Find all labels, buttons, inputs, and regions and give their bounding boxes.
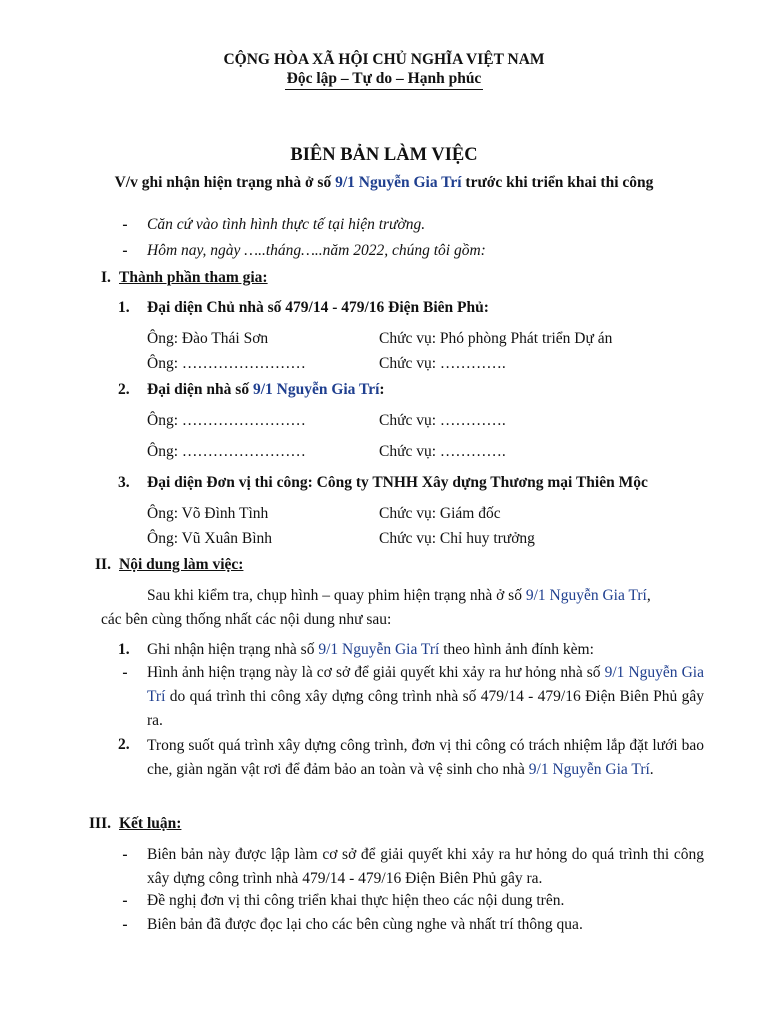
- group-number: 2.: [118, 381, 130, 398]
- content-intro-comma: ,: [646, 587, 651, 604]
- group-heading: Đại diện Đơn vị thi công: Công ty TNHH Xây dựng Thương mại Thiên Mộc: [147, 474, 648, 491]
- intro-line: Hôm nay, ngày …..tháng…..năm 2022, chúng tôi gồm:: [147, 242, 486, 259]
- person-role: Chức vụ: ………….: [379, 412, 506, 429]
- person-name: Ông: ……………………: [147, 443, 306, 460]
- document-title: BIÊN BẢN LÀM VIỆC: [290, 145, 478, 165]
- bullet-dash: -: [122, 846, 128, 863]
- group-heading-colon: :: [379, 381, 385, 398]
- section-heading: Thành phần tham gia:: [119, 269, 268, 286]
- person-role: Chức vụ: ………….: [379, 355, 506, 372]
- subtitle-address: 9/1 Nguyễn Gia Trí: [335, 174, 462, 191]
- subtitle-text-end: trước khi triển khai thi công: [461, 174, 654, 191]
- person-name: Ông: ……………………: [147, 355, 306, 372]
- group-heading: [147, 381, 385, 399]
- person-name: Ông: ……………………: [147, 412, 306, 429]
- bullet-dash: -: [122, 216, 128, 233]
- section-heading: Nội dung làm việc:: [119, 556, 244, 573]
- content-intro-text: Sau khi kiểm tra, chụp hình – quay phim hiện trạng nhà ở số: [147, 587, 526, 604]
- item-text-end: .: [649, 761, 654, 778]
- item-address: 9/1 Nguyễn Gia Trí: [318, 641, 440, 658]
- section-heading: Kết luận:: [119, 815, 182, 832]
- person-role: Chức vụ: Giám đốc: [379, 505, 501, 522]
- bullet-address: 9/1 Nguyễn Gia Trí: [147, 664, 704, 705]
- person-role: Chức vụ: Phó phòng Phát triển Dự án: [379, 330, 613, 347]
- person-role: Chức vụ: ………….: [379, 443, 506, 460]
- bullet-text-start: Hình ảnh hiện trạng này là cơ sở để giải quyết khi xảy ra hư hỏng nhà số: [147, 664, 605, 681]
- bullet-text-end: do quá trình thi công xây dựng công trình nhà số 479/14 - 479/16 Điện Biên Phủ gây ra.: [147, 688, 704, 729]
- group-heading-address: 9/1 Nguyễn Gia Trí: [252, 381, 380, 398]
- person-name: Ông: Đào Thái Sơn: [147, 330, 269, 347]
- national-motto: [0, 70, 768, 88]
- person-name: Ông: Võ Đình Tình: [147, 505, 269, 522]
- bullet-dash: -: [122, 664, 128, 681]
- conclusion-item: Biên bản đã được đọc lại cho các bên cùng nghe và nhất trí thông qua.: [147, 916, 583, 933]
- item-address: 9/1 Nguyễn Gia Trí: [528, 761, 650, 778]
- item-number: 2.: [118, 736, 130, 753]
- document-subtitle: [0, 174, 768, 192]
- bullet-dash: -: [122, 242, 128, 259]
- item-text-start: Trong suốt quá trình xây dựng công trình, đơn vị thi công có trách nhiệm lắp đặt lưới bao che, giàn ngăn vật rơi để đảm bảo an toàn và vệ sinh cho nhà: [147, 737, 704, 778]
- item-number: 1.: [118, 641, 130, 658]
- bullet-paragraph: [147, 661, 704, 733]
- person-name: Ông: Vũ Xuân Bình: [147, 530, 273, 547]
- subtitle-text: V/v ghi nhận hiện trạng nhà ở số: [114, 174, 336, 191]
- item-text-end: theo hình ảnh đính kèm:: [439, 641, 594, 658]
- country-name: CỘNG HÒA XÃ HỘI CHỦ NGHĨA VIỆT NAM: [223, 51, 545, 68]
- section-numeral: II.: [95, 556, 111, 573]
- motto-text: Độc lập – Tự do – Hạnh phúc: [285, 70, 484, 90]
- conclusion-item: Biên bản này được lập làm cơ sở để giải quyết khi xảy ra hư hỏng do quá trình thi công xây dựng công trình nhà 479/14 - 479/16 Điện Biên Phủ gây ra.: [147, 846, 704, 887]
- intro-line: Căn cứ vào tình hình thực tế tại hiện trường.: [147, 216, 426, 233]
- section-numeral: III.: [89, 815, 111, 832]
- item-text: [147, 641, 594, 659]
- group-number: 1.: [118, 299, 130, 316]
- group-heading: Đại diện Chủ nhà số 479/14 - 479/16 Điện Biên Phủ:: [147, 299, 489, 316]
- group-heading-text: Đại diện nhà số: [147, 381, 253, 398]
- group-number: 3.: [118, 474, 130, 491]
- item-paragraph: [147, 734, 704, 782]
- person-role: Chức vụ: Chỉ huy trưởng: [379, 530, 535, 547]
- content-intro: [147, 587, 651, 605]
- content-intro-line2: các bên cùng thống nhất các nội dung như sau:: [101, 611, 392, 628]
- bullet-dash: -: [122, 892, 128, 909]
- bullet-dash: -: [122, 916, 128, 933]
- item-text-start: Ghi nhận hiện trạng nhà số: [147, 641, 319, 658]
- content-intro-address: 9/1 Nguyễn Gia Trí: [525, 587, 647, 604]
- conclusion-item: Đề nghị đơn vị thi công triển khai thực hiện theo các nội dung trên.: [147, 892, 565, 909]
- section-numeral: I.: [101, 269, 111, 286]
